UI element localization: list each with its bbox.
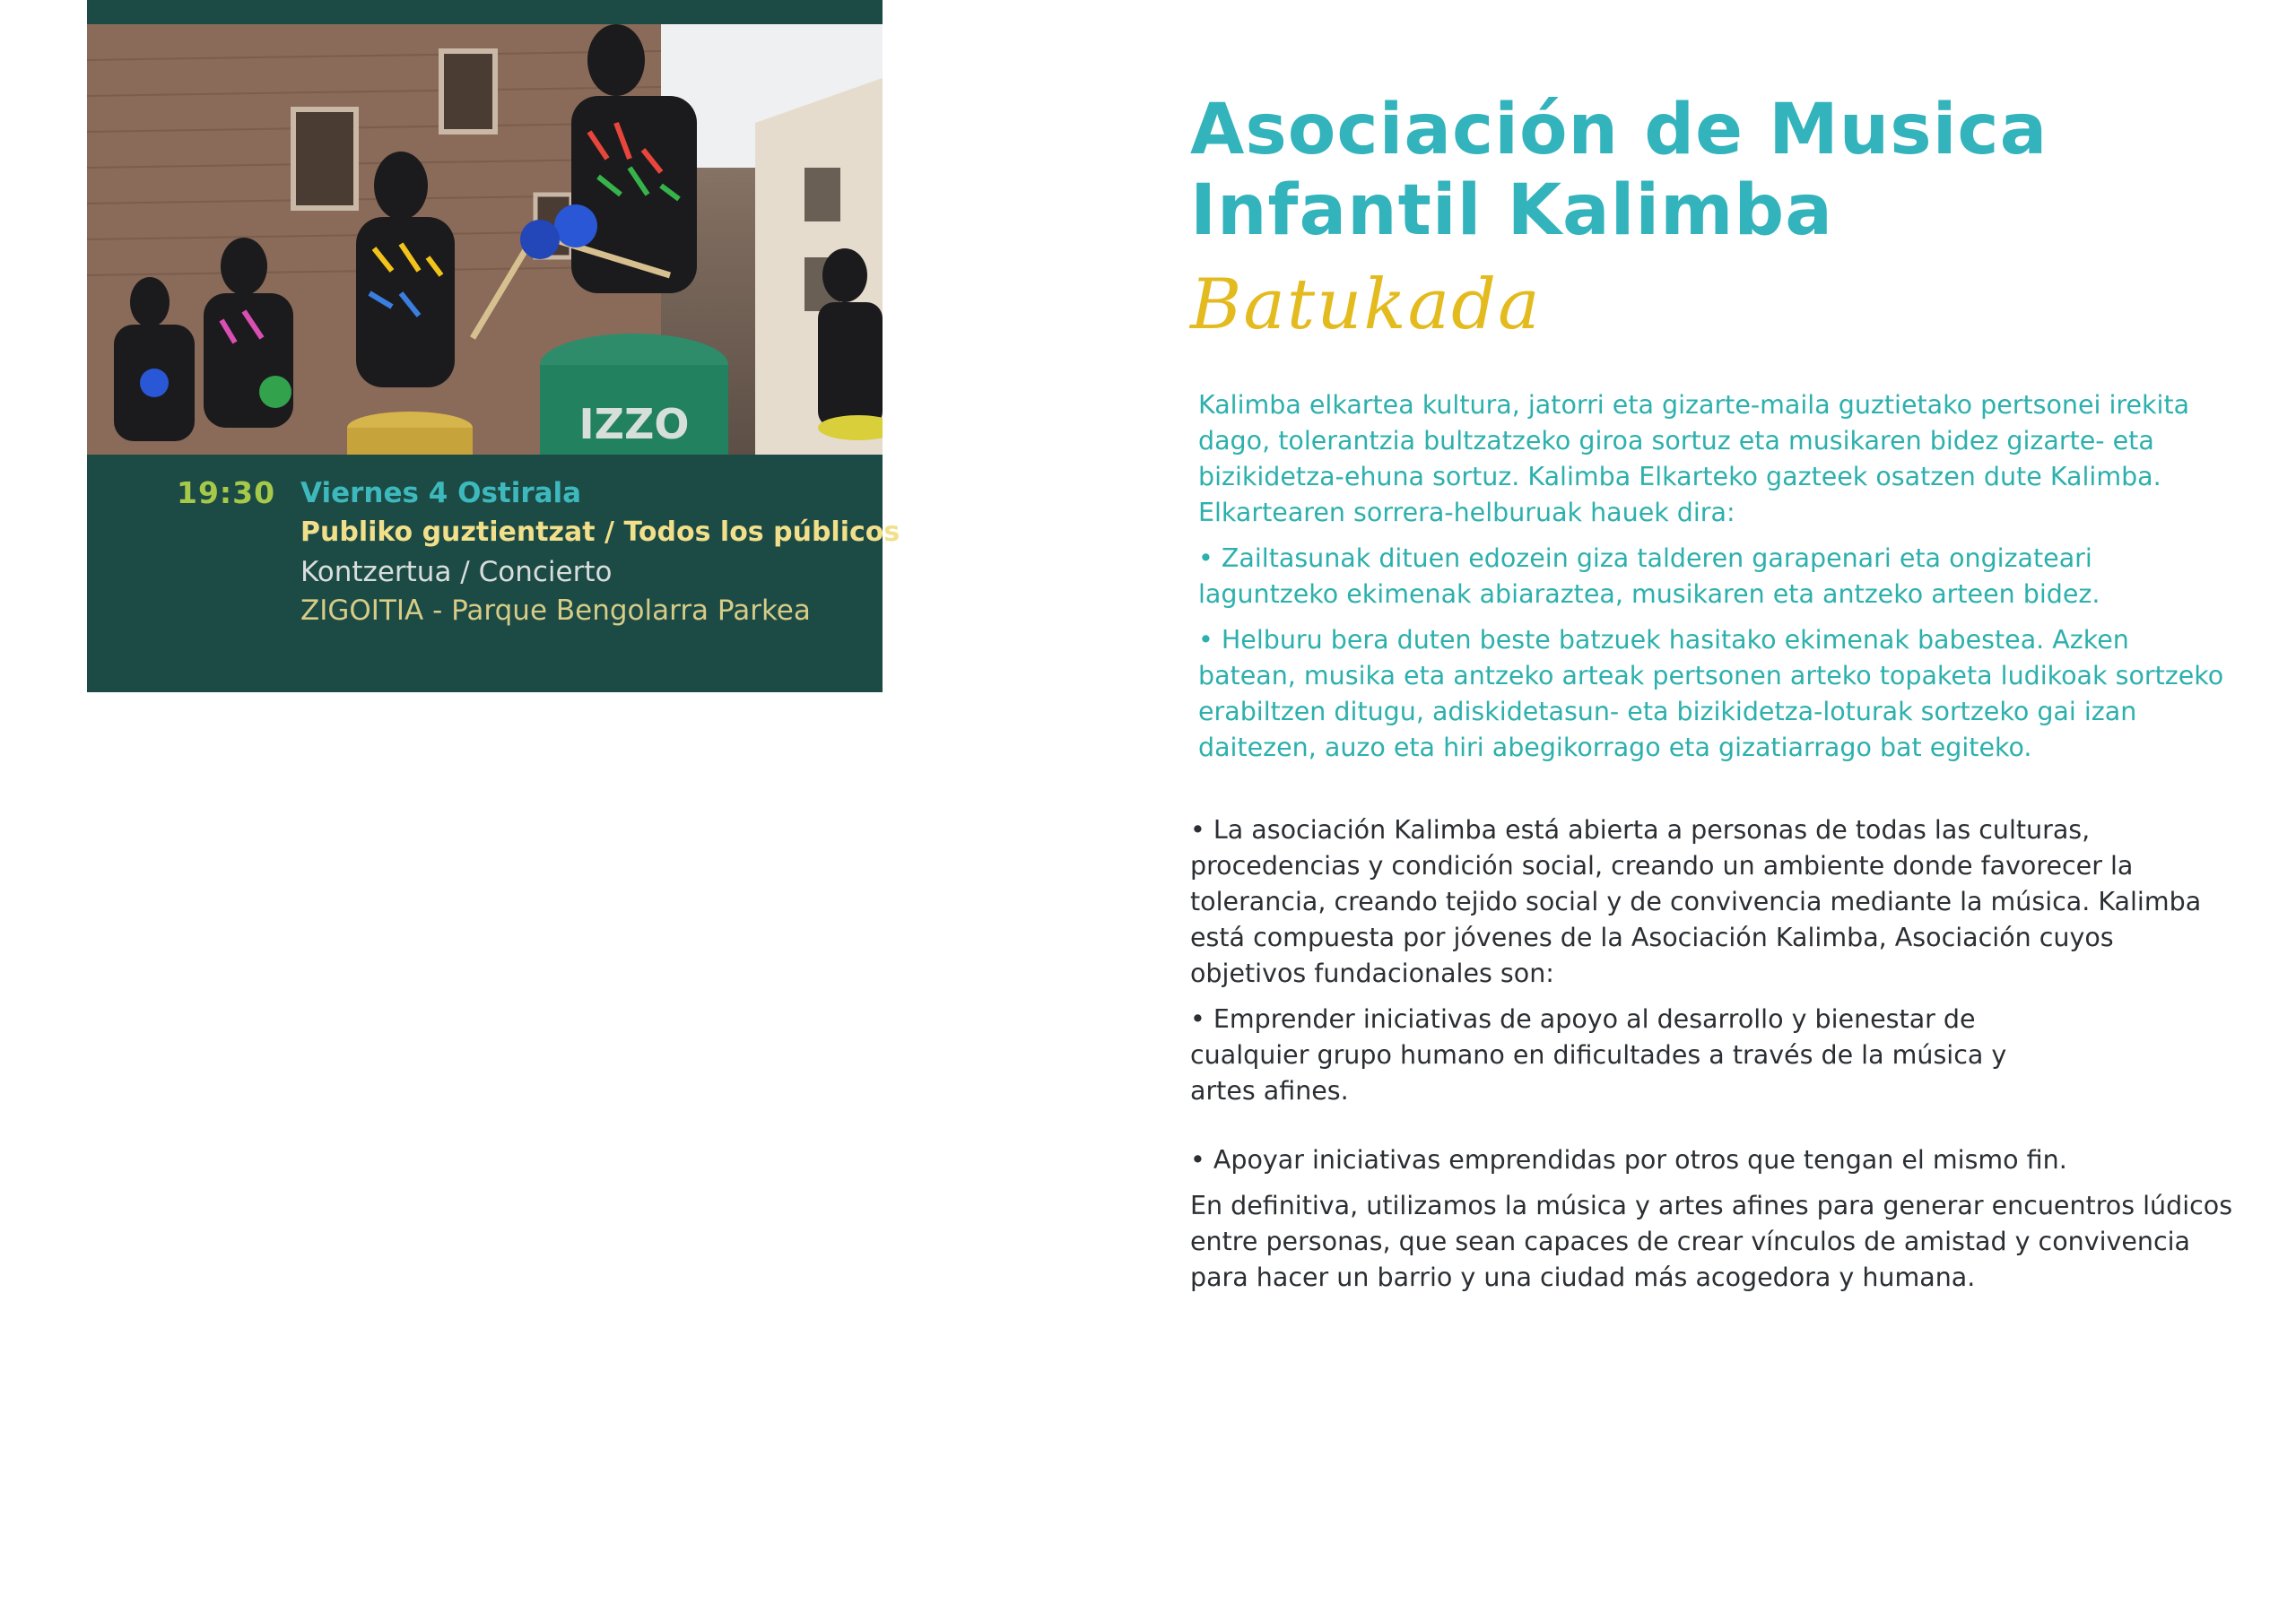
basque-text-block <box>1198 387 2230 776</box>
event-day: Viernes 4 Ostirala <box>300 477 582 509</box>
event-photo <box>87 24 883 455</box>
event-audience: Publiko guztientzat / Todos los públicos <box>300 516 900 548</box>
title-line-2: Infantil Kalimba <box>1190 170 1833 251</box>
spanish-bullet: • Apoyar iniciativas emprendidas por otros que tengan el mismo fin. <box>1190 1145 2067 1175</box>
drum-brand-text: IZZO <box>578 400 690 448</box>
spanish-text-block <box>1190 812 2235 1306</box>
basque-bullet: • Helburu bera duten beste batzuek hasitako ekimenak babestea. Azken batean, musika eta antzeko arteak pertsonen arteko topaketa ludikoak sortzeko erabiltzen ditugu, adiskidetasun- eta bizikidetza-loturak sortzeko gai izan daitezen, auzo eta hiri abegikorrago eta gizatiarrago bat egiteko. <box>1198 625 2224 762</box>
spanish-paragraph: • La asociación Kalimba está abierta a personas de todas las culturas, procedencias y condición social, creando un ambiente donde favorecer la tolerancia, creando tejido social y de convivencia mediante la música. Kalimba está compuesta por jóvenes de la Asociación Kalimba, Asociación cuyos objetivos fundacionales son: <box>1190 815 2202 988</box>
event-card <box>87 0 900 692</box>
basque-paragraph: Kalimba elkartea kultura, jatorri eta gizarte-maila guztietako pertsonei irekita dago, tolerantzia bultzatzeko giroa sortuz eta musikaren bidez gizarte- eta bizikidetza-ehuna sortuz. Kalimba Elkarteko gazteek osatzen dute Kalimba. Elkartearen sorrera-helburuak hauek dira: <box>1198 390 2190 527</box>
event-type: Kontzertua / Concierto <box>300 556 613 588</box>
article-subtitle: Batukada <box>1190 265 1542 345</box>
spanish-bullet: • Emprender iniciativas de apoyo al desarrollo y bienestar de cualquier grupo humano en dificultades a través de la música y artes afines. <box>1190 1004 2007 1106</box>
spanish-conclusion: En definitiva, utilizamos la música y artes afines para generar encuentros lúdicos entre personas, que sean capaces de crear vínculos de amistad y convivencia para hacer un barrio y una ciudad más acogedora y humana. <box>1190 1191 2233 1292</box>
basque-bullet: • Zailtasunak dituen edozein giza talderen garapenari eta ongizateari laguntzeko ekimenak abiaraztea, musikaren eta antzeko arteen bidez. <box>1198 543 2100 609</box>
article-title <box>1190 90 2048 251</box>
title-line-1: Asociación de Musica <box>1190 90 2048 170</box>
event-time: 19:30 <box>177 475 276 510</box>
batukada-drummers-photo <box>87 24 883 455</box>
event-place: ZIGOITIA - Parque Bengolarra Parkea <box>300 595 811 627</box>
